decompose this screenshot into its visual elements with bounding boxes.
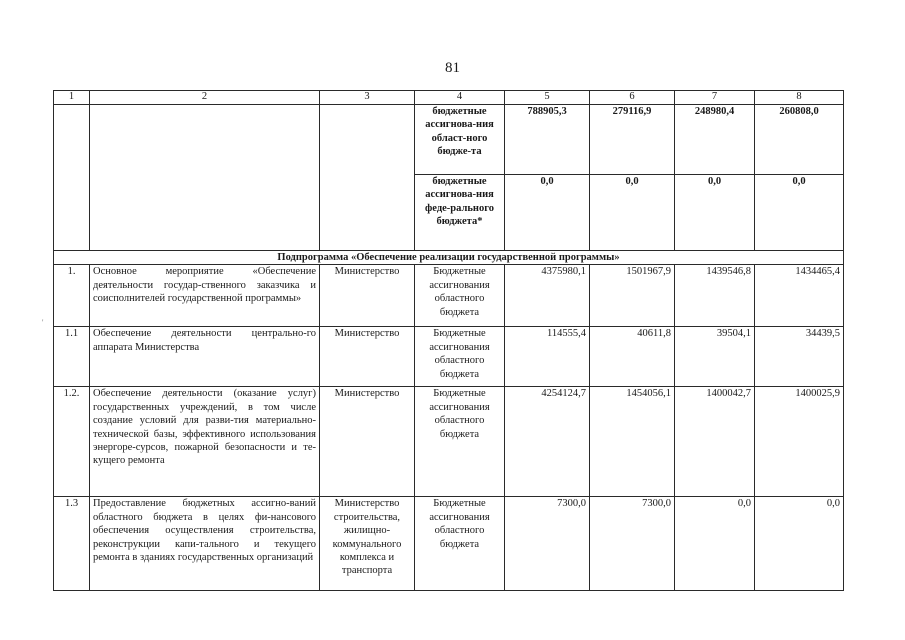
value-cell: 4375980,1 — [505, 265, 590, 327]
table-row — [54, 387, 844, 497]
value-cell: 260808,0 — [755, 105, 844, 175]
executor: Министерство — [320, 327, 415, 387]
table-row — [54, 265, 844, 327]
funding-source: Бюджетные ассигнования областного бюджета — [415, 497, 505, 591]
subprogram-title: Подпрограмма «Обеспечение реализации государственной программы» — [54, 251, 844, 265]
column-header: 7 — [675, 91, 755, 105]
value-cell: 248980,4 — [675, 105, 755, 175]
value-cell: 1400042,7 — [675, 387, 755, 497]
empty-cell — [54, 105, 90, 251]
value-cell: 279116,9 — [590, 105, 675, 175]
value-cell: 1434465,4 — [755, 265, 844, 327]
column-header: 3 — [320, 91, 415, 105]
funding-source: Бюджетные ассигнования областного бюджета — [415, 265, 505, 327]
value-cell: 788905,3 — [505, 105, 590, 175]
page-number: 81 — [445, 60, 460, 76]
column-header: 5 — [505, 91, 590, 105]
row-number: 1.1 — [54, 327, 90, 387]
budget-table — [53, 90, 844, 591]
executor: Министерство строительства, жилищно-коммунального комплекса и транспорта — [320, 497, 415, 591]
table-row — [54, 327, 844, 387]
row-number: 1.3 — [54, 497, 90, 591]
value-cell: 1501967,9 — [590, 265, 675, 327]
column-header: 1 — [54, 91, 90, 105]
funding-source: бюджетные ассигнова-ния област-ного бюдже-та — [415, 105, 505, 175]
measure-name: Обеспечение деятельности центрально-го аппарата Министерства — [90, 327, 320, 387]
value-cell: 0,0 — [755, 175, 844, 251]
value-cell: 40611,8 — [590, 327, 675, 387]
measure-name: Обеспечение деятельности (оказание услуг) государственных учреждений, в том числе создание условий для разви-тия материально-технической базы, эффективного использования энергоре-сурсов, пожарной безопасности и те-кущего ремонта — [90, 387, 320, 497]
carryover-row-regional — [54, 105, 844, 175]
value-cell: 0,0 — [755, 497, 844, 591]
subprogram-row — [54, 251, 844, 265]
value-cell: 0,0 — [675, 175, 755, 251]
table-row — [54, 497, 844, 591]
empty-cell — [320, 105, 415, 251]
funding-source: Бюджетные ассигнования областного бюджета — [415, 387, 505, 497]
empty-cell — [90, 105, 320, 251]
funding-source: Бюджетные ассигнования областного бюджета — [415, 327, 505, 387]
funding-source: бюджетные ассигнова-ния феде-рального бюджета* — [415, 175, 505, 251]
column-header: 2 — [90, 91, 320, 105]
column-numbers-row — [54, 91, 844, 105]
measure-name: Предоставление бюджетных ассигно-ваний областного бюджета в целях фи-нансового обеспечения осуществления строительства, реконструкции капи-тального и текущего ремонта в зданиях государственных организаций — [90, 497, 320, 591]
value-cell: 7300,0 — [505, 497, 590, 591]
row-number: 1.2. — [54, 387, 90, 497]
value-cell: 1439546,8 — [675, 265, 755, 327]
value-cell: 1400025,9 — [755, 387, 844, 497]
executor: Министерство — [320, 265, 415, 327]
value-cell: 39504,1 — [675, 327, 755, 387]
value-cell: 1454056,1 — [590, 387, 675, 497]
column-header: 4 — [415, 91, 505, 105]
value-cell: 0,0 — [505, 175, 590, 251]
measure-name: Основное мероприятие «Обеспечение деятельности государ-ственного заказчика и соисполнителей государственной программы» — [90, 265, 320, 327]
value-cell: 34439,5 — [755, 327, 844, 387]
value-cell: 0,0 — [590, 175, 675, 251]
value-cell: 4254124,7 — [505, 387, 590, 497]
row-number: 1. — [54, 265, 90, 327]
scan-mark: ' — [42, 318, 44, 327]
value-cell: 7300,0 — [590, 497, 675, 591]
executor: Министерство — [320, 387, 415, 497]
column-header: 6 — [590, 91, 675, 105]
value-cell: 114555,4 — [505, 327, 590, 387]
value-cell: 0,0 — [675, 497, 755, 591]
column-header: 8 — [755, 91, 844, 105]
